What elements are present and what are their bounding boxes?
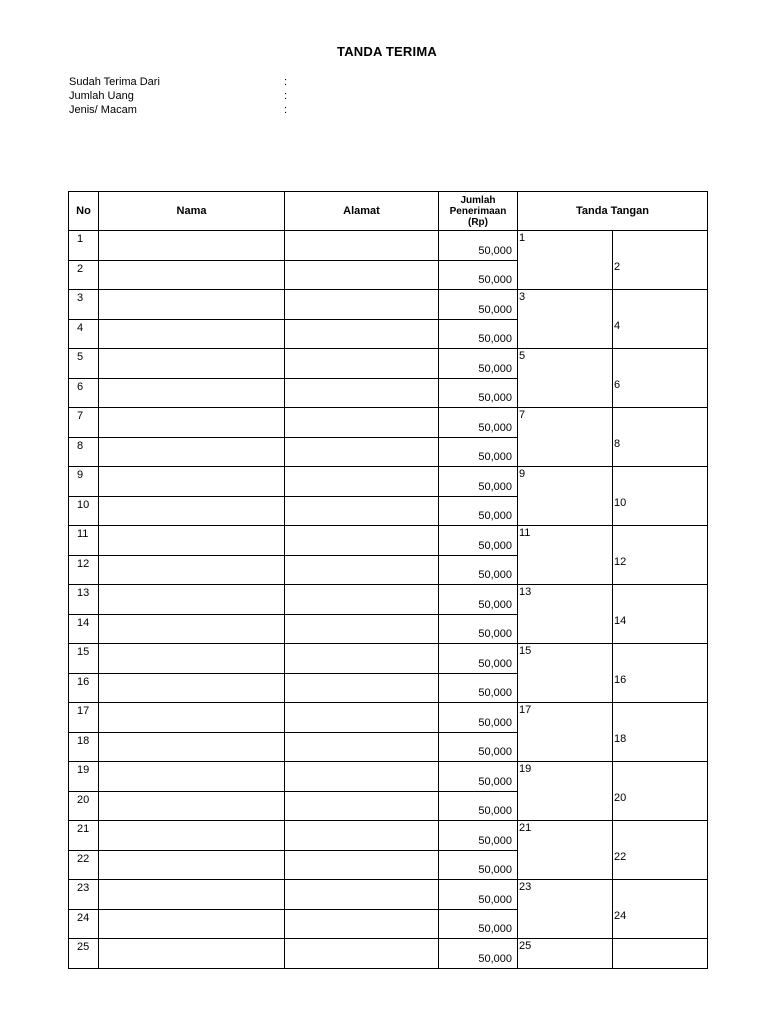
cell-signature-left[interactable]: [518, 526, 613, 556]
header-jumlah-line1: Jumlah: [460, 194, 496, 206]
cell-signature-left[interactable]: [518, 909, 613, 939]
cell-alamat[interactable]: [285, 703, 439, 733]
table-row: [69, 231, 708, 261]
cell-no: 9: [69, 467, 99, 497]
cell-no: 22: [69, 850, 99, 880]
cell-jumlah-penerimaan: 50,000: [439, 614, 518, 644]
cell-signature-left[interactable]: [518, 614, 613, 644]
cell-signature-left[interactable]: [518, 555, 613, 585]
field-label: Jumlah Uang: [69, 90, 134, 102]
cell-signature-left[interactable]: [518, 349, 613, 379]
cell-signature-right[interactable]: [613, 821, 708, 851]
cell-alamat[interactable]: [285, 290, 439, 320]
cell-signature-left[interactable]: [518, 467, 613, 497]
cell-signature-left[interactable]: [518, 673, 613, 703]
cell-jumlah-penerimaan: 50,000: [439, 850, 518, 880]
table-row: [69, 378, 708, 408]
cell-no: 21: [69, 821, 99, 851]
cell-nama[interactable]: [99, 644, 285, 674]
signature-number: 14: [614, 615, 627, 627]
cell-signature-right[interactable]: [613, 231, 708, 261]
cell-nama[interactable]: [99, 260, 285, 290]
cell-signature-left[interactable]: [518, 260, 613, 290]
cell-signature-left[interactable]: [518, 437, 613, 467]
cell-jumlah-penerimaan: 50,000: [439, 673, 518, 703]
table-row: [69, 555, 708, 585]
cell-signature-left[interactable]: [518, 290, 613, 320]
cell-signature-left[interactable]: [518, 319, 613, 349]
cell-signature-left[interactable]: [518, 496, 613, 526]
cell-alamat[interactable]: [285, 378, 439, 408]
cell-jumlah-penerimaan: 50,000: [439, 260, 518, 290]
cell-no: 15: [69, 644, 99, 674]
cell-alamat[interactable]: [285, 555, 439, 585]
cell-alamat[interactable]: [285, 614, 439, 644]
cell-signature-left[interactable]: [518, 939, 613, 969]
cell-nama[interactable]: [99, 850, 285, 880]
cell-jumlah-penerimaan: 50,000: [439, 585, 518, 615]
cell-jumlah-penerimaan: 50,000: [439, 732, 518, 762]
signature-number: 5: [519, 350, 526, 362]
cell-nama[interactable]: [99, 821, 285, 851]
table-row: [69, 732, 708, 762]
cell-signature-right[interactable]: [613, 290, 708, 320]
signature-number: 11: [519, 527, 531, 539]
cell-alamat[interactable]: [285, 791, 439, 821]
cell-signature-left[interactable]: [518, 850, 613, 880]
cell-signature-right[interactable]: [613, 467, 708, 497]
field-separator: :: [284, 90, 288, 102]
table-row: [69, 408, 708, 438]
header-no: No: [69, 192, 99, 231]
cell-signature-right[interactable]: [613, 585, 708, 615]
cell-jumlah-penerimaan: 50,000: [439, 791, 518, 821]
cell-alamat[interactable]: [285, 673, 439, 703]
cell-no: 20: [69, 791, 99, 821]
cell-alamat[interactable]: [285, 467, 439, 497]
signature-number: 22: [614, 851, 627, 863]
cell-jumlah-penerimaan: 50,000: [439, 644, 518, 674]
cell-jumlah-penerimaan: 50,000: [439, 762, 518, 792]
signature-number: 3: [519, 291, 526, 303]
signature-number: 7: [519, 409, 526, 421]
table-header-row: [69, 192, 708, 231]
cell-nama[interactable]: [99, 378, 285, 408]
cell-signature-right[interactable]: [613, 349, 708, 379]
cell-signature-right[interactable]: [613, 437, 708, 467]
cell-signature-left[interactable]: [518, 408, 613, 438]
signature-number: 13: [519, 586, 532, 598]
signature-number: 25: [519, 940, 532, 952]
cell-signature-right[interactable]: [613, 762, 708, 792]
signature-number: 15: [519, 645, 532, 657]
document-title: TANDA TERIMA: [337, 44, 437, 59]
cell-nama[interactable]: [99, 703, 285, 733]
cell-alamat[interactable]: [285, 496, 439, 526]
table-row: [69, 526, 708, 556]
header-jumlah-penerimaan: [439, 192, 518, 231]
cell-signature-left[interactable]: [518, 378, 613, 408]
cell-nama[interactable]: [99, 231, 285, 261]
table-row: [69, 762, 708, 792]
signature-number: 19: [519, 763, 532, 775]
signature-number: 8: [614, 438, 621, 450]
cell-signature-right[interactable]: [613, 555, 708, 585]
cell-signature-right[interactable]: [613, 614, 708, 644]
table-row: [69, 703, 708, 733]
table-row: [69, 791, 708, 821]
cell-signature-right[interactable]: [613, 850, 708, 880]
cell-signature-left[interactable]: [518, 585, 613, 615]
cell-alamat[interactable]: [285, 732, 439, 762]
cell-signature-left[interactable]: [518, 791, 613, 821]
signature-number: 18: [614, 733, 627, 745]
cell-jumlah-penerimaan: 50,000: [439, 408, 518, 438]
cell-jumlah-penerimaan: 50,000: [439, 909, 518, 939]
cell-jumlah-penerimaan: 50,000: [439, 703, 518, 733]
table-row: [69, 349, 708, 379]
cell-no: 17: [69, 703, 99, 733]
cell-alamat[interactable]: [285, 644, 439, 674]
header-jumlah-line2: Penerimaan: [449, 205, 507, 217]
cell-no: 3: [69, 290, 99, 320]
cell-nama[interactable]: [99, 467, 285, 497]
cell-signature-left[interactable]: [518, 732, 613, 762]
signature-number: 23: [519, 881, 532, 893]
field-sudah-terima-dari: [69, 75, 309, 89]
cell-no: 25: [69, 939, 99, 969]
table-row: [69, 585, 708, 615]
cell-signature-right[interactable]: [613, 673, 708, 703]
cell-jumlah-penerimaan: 50,000: [439, 939, 518, 969]
cell-no: 18: [69, 732, 99, 762]
cell-no: 24: [69, 909, 99, 939]
field-label: Jenis/ Macam: [69, 104, 137, 116]
cell-nama[interactable]: [99, 909, 285, 939]
cell-nama[interactable]: [99, 349, 285, 379]
field-separator: :: [284, 104, 288, 116]
cell-nama[interactable]: [99, 939, 285, 969]
cell-nama[interactable]: [99, 408, 285, 438]
cell-no: 4: [69, 319, 99, 349]
cell-signature-left[interactable]: [518, 762, 613, 792]
cell-signature-left[interactable]: [518, 231, 613, 261]
cell-signature-right[interactable]: [613, 378, 708, 408]
cell-no: 19: [69, 762, 99, 792]
table-row: [69, 437, 708, 467]
cell-signature-right[interactable]: [613, 703, 708, 733]
cell-signature-left[interactable]: [518, 821, 613, 851]
cell-jumlah-penerimaan: 50,000: [439, 821, 518, 851]
cell-no: 23: [69, 880, 99, 910]
cell-nama[interactable]: [99, 319, 285, 349]
cell-jumlah-penerimaan: 50,000: [439, 467, 518, 497]
cell-no: 10: [69, 496, 99, 526]
receipt-table: [68, 191, 708, 969]
signature-number: 17: [519, 704, 532, 716]
cell-alamat[interactable]: [285, 821, 439, 851]
field-jenis-macam: [69, 103, 309, 117]
table-row: [69, 880, 708, 910]
signature-number: 1: [519, 232, 526, 244]
cell-jumlah-penerimaan: 50,000: [439, 526, 518, 556]
cell-no: 7: [69, 408, 99, 438]
cell-jumlah-penerimaan: 50,000: [439, 231, 518, 261]
cell-signature-right[interactable]: [613, 408, 708, 438]
cell-no: 13: [69, 585, 99, 615]
cell-nama[interactable]: [99, 732, 285, 762]
cell-no: 8: [69, 437, 99, 467]
cell-nama[interactable]: [99, 880, 285, 910]
cell-jumlah-penerimaan: 50,000: [439, 880, 518, 910]
cell-jumlah-penerimaan: 50,000: [439, 378, 518, 408]
cell-signature-left[interactable]: [518, 703, 613, 733]
table-row: [69, 319, 708, 349]
header-nama: Nama: [99, 192, 285, 231]
cell-jumlah-penerimaan: 50,000: [439, 349, 518, 379]
cell-jumlah-penerimaan: 50,000: [439, 555, 518, 585]
cell-signature-right[interactable]: [613, 939, 708, 969]
signature-number: 24: [614, 910, 627, 922]
table-row: [69, 467, 708, 497]
signature-number: 6: [614, 379, 621, 391]
signature-number: 16: [614, 674, 627, 686]
signature-number: 20: [614, 792, 627, 804]
table-row: [69, 260, 708, 290]
header-alamat: Alamat: [285, 192, 439, 231]
signature-number: 2: [614, 261, 621, 273]
cell-signature-right[interactable]: [613, 260, 708, 290]
cell-alamat[interactable]: [285, 909, 439, 939]
cell-jumlah-penerimaan: 50,000: [439, 437, 518, 467]
table-body: [69, 231, 708, 969]
cell-nama[interactable]: [99, 437, 285, 467]
cell-signature-right[interactable]: [613, 909, 708, 939]
cell-alamat[interactable]: [285, 850, 439, 880]
cell-alamat[interactable]: [285, 408, 439, 438]
signature-number: 4: [614, 320, 621, 332]
signature-number: 10: [614, 497, 627, 509]
field-separator: :: [284, 76, 288, 88]
cell-no: 12: [69, 555, 99, 585]
table-row: [69, 850, 708, 880]
header-jumlah-line3: (Rp): [468, 216, 488, 228]
cell-no: 16: [69, 673, 99, 703]
signature-number: 21: [519, 822, 532, 834]
field-jumlah-uang: [69, 89, 309, 103]
cell-nama[interactable]: [99, 791, 285, 821]
field-label: Sudah Terima Dari: [69, 76, 160, 88]
cell-alamat[interactable]: [285, 437, 439, 467]
cell-no: 14: [69, 614, 99, 644]
cell-alamat[interactable]: [285, 585, 439, 615]
cell-signature-right[interactable]: [613, 880, 708, 910]
table-row: [69, 496, 708, 526]
table-row: [69, 290, 708, 320]
cell-signature-right[interactable]: [613, 732, 708, 762]
cell-nama[interactable]: [99, 585, 285, 615]
table-row: [69, 909, 708, 939]
cell-nama[interactable]: [99, 290, 285, 320]
cell-no: 6: [69, 378, 99, 408]
cell-signature-right[interactable]: [613, 496, 708, 526]
signature-number: 12: [614, 556, 627, 568]
cell-alamat[interactable]: [285, 319, 439, 349]
cell-alamat[interactable]: [285, 260, 439, 290]
cell-no: 1: [69, 231, 99, 261]
cell-signature-left[interactable]: [518, 644, 613, 674]
signature-number: 9: [519, 468, 526, 480]
cell-nama[interactable]: [99, 762, 285, 792]
table-row: [69, 673, 708, 703]
cell-signature-right[interactable]: [613, 319, 708, 349]
cell-nama[interactable]: [99, 614, 285, 644]
table-row: [69, 939, 708, 969]
cell-alamat[interactable]: [285, 526, 439, 556]
header-tanda-tangan: Tanda Tangan: [518, 192, 708, 231]
cell-alamat[interactable]: [285, 349, 439, 379]
cell-jumlah-penerimaan: 50,000: [439, 496, 518, 526]
cell-signature-right[interactable]: [613, 526, 708, 556]
table-row: [69, 821, 708, 851]
cell-nama[interactable]: [99, 673, 285, 703]
table-row: [69, 644, 708, 674]
cell-jumlah-penerimaan: 50,000: [439, 290, 518, 320]
cell-nama[interactable]: [99, 496, 285, 526]
table-row: [69, 614, 708, 644]
cell-no: 2: [69, 260, 99, 290]
cell-signature-left[interactable]: [518, 880, 613, 910]
cell-signature-right[interactable]: [613, 791, 708, 821]
cell-alamat[interactable]: [285, 231, 439, 261]
cell-alamat[interactable]: [285, 939, 439, 969]
cell-jumlah-penerimaan: 50,000: [439, 319, 518, 349]
cell-nama[interactable]: [99, 555, 285, 585]
cell-no: 5: [69, 349, 99, 379]
cell-alamat[interactable]: [285, 880, 439, 910]
cell-no: 11: [69, 526, 99, 556]
cell-alamat[interactable]: [285, 762, 439, 792]
cell-nama[interactable]: [99, 526, 285, 556]
cell-signature-right[interactable]: [613, 644, 708, 674]
